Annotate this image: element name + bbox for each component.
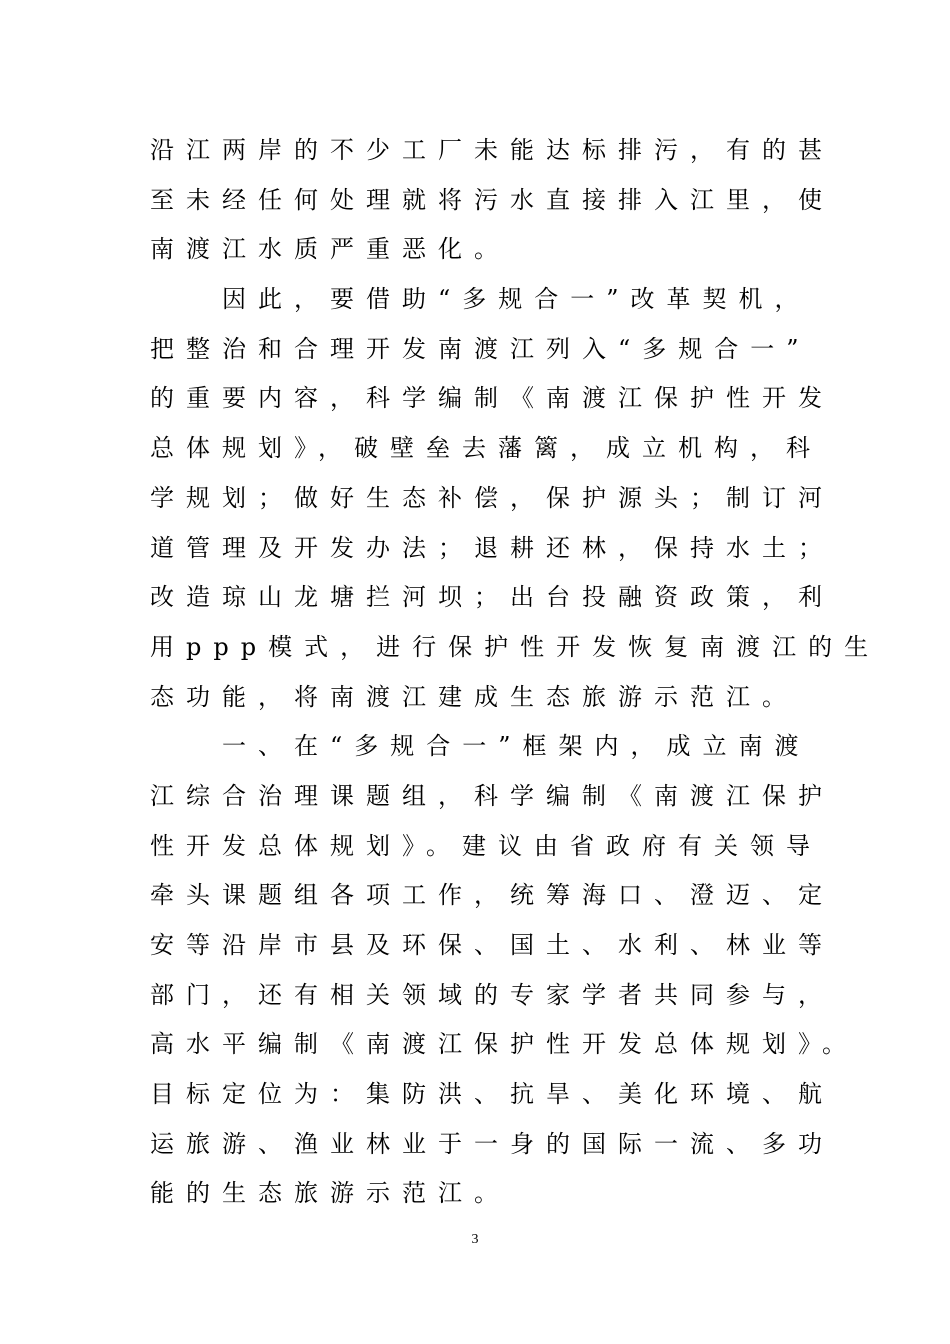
text-line: 牵头课题组各项工作，统筹海口、澄迈、定 [150,881,834,910]
text-line: 江综合治理课题组，科学编制《南渡江保护 [150,781,834,810]
text-line: 能的生态旅游示范江。 [150,1179,510,1208]
text-line: 一、在“多规合一”框架内，成立南渡 [150,732,811,761]
text-line: 改造琼山龙塘拦河坝；出台投融资政策，利 [150,583,834,612]
text-line: 至未经任何处理就将污水直接排入江里，使 [150,185,834,214]
text-line: 因此，要借助“多规合一”改革契机， [150,285,811,314]
text-line: 部门，还有相关领域的专家学者共同参与， [150,980,834,1009]
text-line: 性开发总体规划》。建议由省政府有关领导 [150,831,822,860]
text-line: 态功能，将南渡江建成生态旅游示范江。 [150,682,798,711]
text-line: 学规划；做好生态补偿，保护源头；制订河 [150,483,834,512]
text-line: 目标定位为：集防洪、抗旱、美化环境、航 [150,1080,834,1109]
text-line: 总体规划》，破壁垒去藩篱，成立机构，科 [150,434,822,463]
text-line: 的重要内容，科学编制《南渡江保护性开发 [150,384,834,413]
text-line: 高水平编制《南渡江保护性开发总体规划》。 [150,1030,858,1059]
text-line: 沿江两岸的不少工厂未能达标排污，有的甚 [150,136,834,164]
body-text [150,126,881,1219]
text-line: 用ppp模式，进行保护性开发恢复南渡江的生 [150,632,881,661]
text-line: 安等沿岸市县及环保、国土、水利、林业等 [150,931,834,959]
text-line: 把整治和合理开发南渡江列入“多规合一” [150,334,811,363]
page-number: 3 [471,1232,479,1247]
text-line: 南渡江水质严重恶化。 [150,235,510,264]
text-line: 道管理及开发办法；退耕还林，保持水土； [150,533,834,562]
text-line: 运旅游、渔业林业于一身的国际一流、多功 [150,1129,834,1158]
